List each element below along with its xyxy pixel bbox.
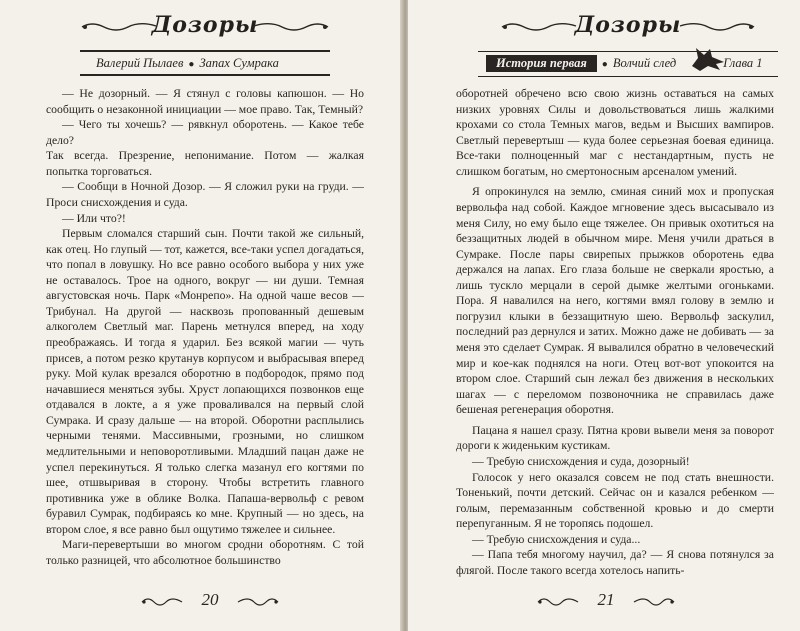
header-rule (80, 50, 330, 52)
wolf-head-icon (690, 46, 726, 72)
paragraph: Голосок у него оказался совсем не под стать внешности. Тоненький, почти детский. Сейчас он и казался ребенком — голым, перемазанным собственной кровью и до смерти перепуганным. Я не торопясь подошел. (456, 470, 774, 531)
series-logo: Дозоры (574, 12, 682, 38)
paragraph: — Требую снисхождения и суда, дозорный! (472, 454, 690, 468)
bullet-separator: ● (188, 59, 195, 70)
paragraph: — Или что?! (62, 211, 126, 225)
story-title: Волчий след (612, 56, 677, 70)
right-footer (536, 590, 676, 614)
paragraph: — Сообщи в Ночной Дозор. — Я сложил руки на груди. — Проси снисхождения и суда. (46, 180, 364, 209)
paragraph: Первым сломался старший сын. Почти такой же сильный, как отец. Но глупый — тот, кажется, все-таки успел догадаться, что попал в ловушку. Но все равно особого выбора у них уже не оставалось. Трое на одного, вокруг — ни души. Темная августовская ночь. Парк «Монрепо». На одной чаше весов — Трибунал. На другой — насквозь пропованный дешевым алкоголем Светлый маг. Парень метнулся вперед, на ходу преображаясь. И тогда я ударил. Без всякой магии — чуть присев, а потом резко крутанув корпусом и выбрасывая вперед руку. Мой кулак врезался оборотню в подбородок, прямо под начавшиеся меняться зубы. Хруст лопающихся позвонков еще отдавался в локте, а я уже проваливался на первый слой Сумрака. И сразу дальше — на второй. Оборотни расплылись черными тенями. Массивными, грозными, но слишком медлительными и неповоротливыми. Младший пацан даже не успел перекинуться. Я только слегка мазанул его когтями по шее, отшвыривая в сторону. Чтобы встретить главного противника уже в облике Волка. Папаша-вервольф с ревом буравил Сумрак, подбираясь ко мне. Крупный — но здесь, на втором слое, я все равно был ощутимо тяжелее и сильнее. (46, 227, 364, 536)
right-flourish-icon (252, 20, 330, 34)
left-flourish-icon (80, 20, 158, 34)
footer-ornament-icon (632, 596, 676, 608)
paragraph: Я опрокинулся на землю, сминая синий мох и пропуская вервольфа над собой. Каждое мгновение здесь высасывало из меня Силу, но ему было еще тяжелее. Он привык охотиться на беззащитных людей в обычном мире. Меня учили драться в Сумраке. После пары свирепых прыжков оборотень едва держался на лапах. Его глаза больше не сверкали яростью, а лишь тускло мерцали в серой дымке желтыми огоньками. Пора. Я навалился на него, когтями вмял голову в землю и погрузил клыки в беззащитную шею. Вервольф заскулил, последний раз дернулся и затих. Можно даже не добивать — за меня это сделает Сумрак. Я вывалился обратно в человеческий мир и кое-как поднялся на ноги. Отец вот-вот упокоится на втором слое. Старший сын лежал без движения в нескольких шагах — с переломом позвоночника не справилась даже бешеная регенерация оборотня. (456, 185, 774, 417)
header-book-title: Запах Сумрака (199, 56, 279, 70)
paragraph: — Не дозорный. — Я стянул с головы капюшон. — Но сообщить о незаконной инициации — мое право. Так, Темный? (46, 87, 364, 116)
paragraph: — Папа тебя многому научил, да? — Я снова потянулся за флягой. После такого всегда хотелось напить- (456, 548, 774, 577)
chapter-banner (478, 51, 778, 77)
right-running-header (478, 10, 778, 80)
right-flourish-icon (678, 20, 756, 34)
paragraph: оборотней обречено всю свою жизнь оставаться на самых низких уровнях Силы и довольствоваться лишь жалкими крохами со стола Темных магов, ведьм и Высших вампиров. Светлый перевертыш — куда более серьезная боевая единица. Все-таки полноценный маг с нестандартным, пусть не слишком богатым, но смертоносным арсеналом умений. (456, 87, 774, 178)
paragraph: Так всегда. Презрение, непонимание. Потом — жалкая попытка торговаться. (46, 149, 364, 178)
left-flourish-icon (500, 20, 578, 34)
paragraph: Маги-перевертыши во многом сродни оборотням. С той только разницей, что абсолютное большинство (46, 538, 364, 567)
footer-ornament-icon (140, 596, 184, 608)
paragraph: — Требую снисхождения и суда... (472, 532, 641, 546)
left-running-header (80, 10, 330, 80)
story-tag: История первая (486, 55, 597, 72)
header-rule-lower (80, 74, 330, 76)
header-caption (96, 56, 279, 71)
page-number: 20 (201, 590, 219, 609)
left-body-text (46, 86, 364, 568)
left-footer (140, 590, 280, 614)
bullet-separator: ● (601, 59, 608, 70)
paragraph: Пацана я нашел сразу. Пятна крови вывели меня за поворот дороги к жиденьким кустикам. (456, 423, 774, 453)
paragraph: — Чего ты хочешь? — рявкнул оборотень. — Какое тебе дело? (46, 118, 364, 147)
page-number: 21 (597, 590, 615, 609)
chapter-label: Глава 1 (723, 56, 763, 70)
right-body-text (456, 86, 774, 578)
footer-ornament-icon (236, 596, 280, 608)
series-logo: Дозоры (151, 12, 259, 38)
header-author: Валерий Пылаев (96, 56, 184, 70)
footer-ornament-icon (536, 596, 580, 608)
right-page (408, 0, 800, 631)
